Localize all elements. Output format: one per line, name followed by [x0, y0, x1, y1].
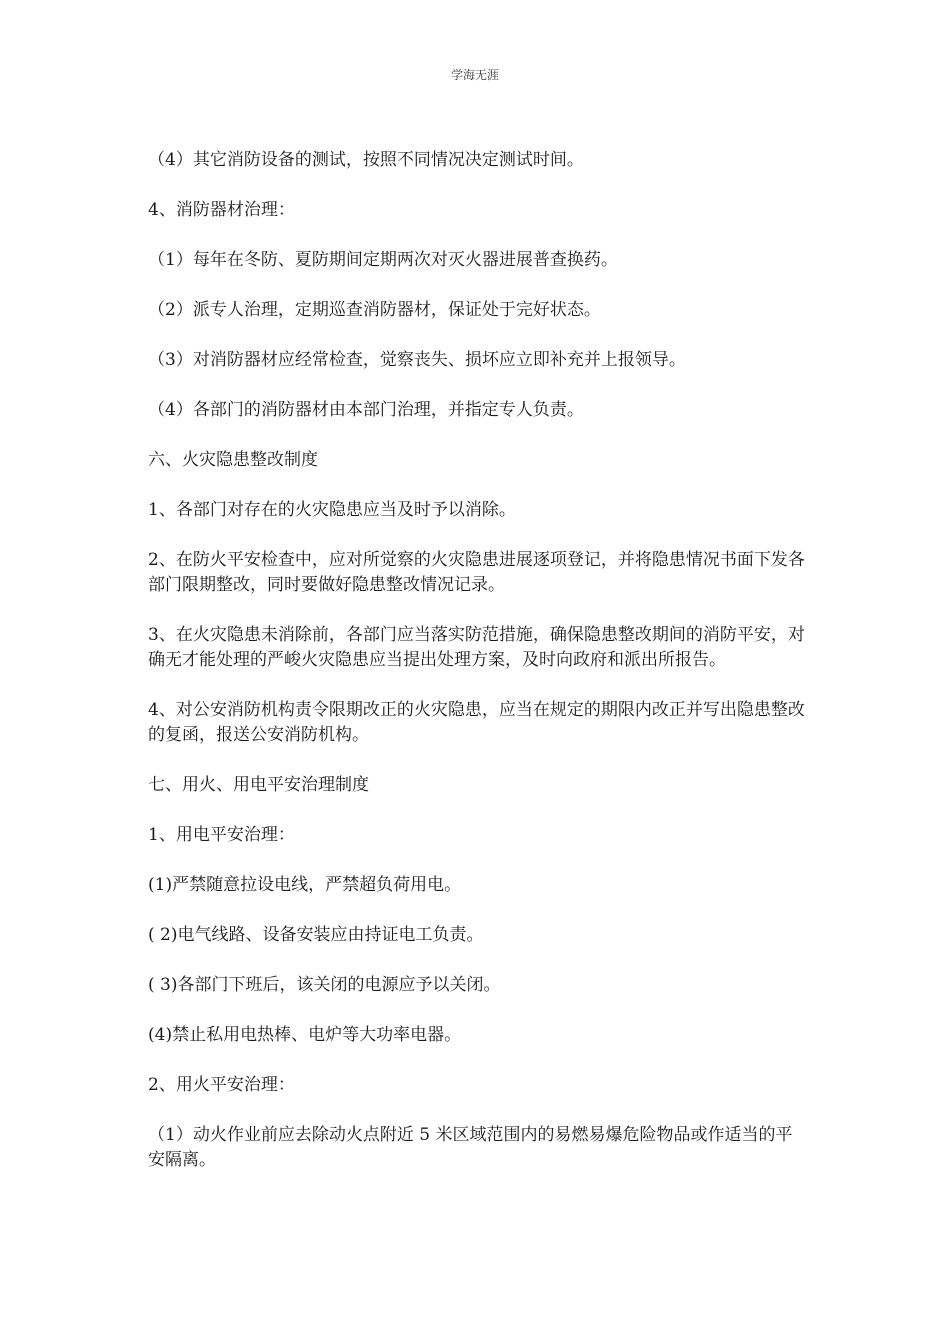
chapter-heading: 七、用火、用电平安治理制度	[148, 775, 369, 795]
section-heading: 4、消防器材治理：	[148, 200, 295, 220]
paragraph: (1)严禁随意拉设电线，严禁超负荷用电。	[148, 875, 462, 895]
paragraph: ( 2)电气线路、设备安装应由持证电工负责。	[148, 925, 484, 945]
section-heading: 1、用电平安治理：	[148, 825, 295, 845]
paragraph: （1）每年在冬防、夏防期间定期两次对灭火器进展普查换药。	[148, 250, 618, 270]
paragraph: 1、各部门对存在的火灾隐患应当及时予以消除。	[148, 500, 516, 520]
paragraph: （4）各部门的消防器材由本部门治理，并指定专人负责。	[148, 400, 584, 420]
paragraph: （4）其它消防设备的测试，按照不同情况决定测试时间。	[148, 150, 584, 170]
page-header: 学海无涯	[450, 68, 499, 82]
paragraph: 2、在防火平安检查中，应对所觉察的火灾隐患进展逐项登记，并将隐患情况书面下发各部门限期整改，同时要做好隐患整改情况记录。	[148, 550, 805, 595]
paragraph: 4、对公安消防机构责令限期改正的火灾隐患，应当在规定的期限内改正并写出隐患整改的复函，报送公安消防机构。	[148, 700, 805, 745]
paragraph: 3、在火灾隐患未消除前，各部门应当落实防范措施，确保隐患整改期间的消防平安，对确无才能处理的严峻火灾隐患应当提出处理方案，及时向政府和派出所报告。	[148, 625, 805, 670]
chapter-heading: 六、火灾隐患整改制度	[148, 450, 318, 470]
paragraph: （3）对消防器材应经常检查，觉察丧失、损坏应立即补充并上报领导。	[148, 350, 686, 370]
paragraph: （1）动火作业前应去除动火点附近 5 米区域范围内的易燃易爆危险物品或作适当的平安隔离。	[148, 1125, 793, 1170]
paragraph: （2）派专人治理，定期巡查消防器材，保证处于完好状态。	[148, 300, 601, 320]
document-body	[148, 148, 808, 1198]
section-heading: 2、用火平安治理：	[148, 1075, 295, 1095]
paragraph: (4)禁止私用电热棒、电炉等大功率电器。	[148, 1025, 462, 1045]
paragraph: ( 3)各部门下班后，该关闭的电源应予以关闭。	[148, 975, 501, 995]
